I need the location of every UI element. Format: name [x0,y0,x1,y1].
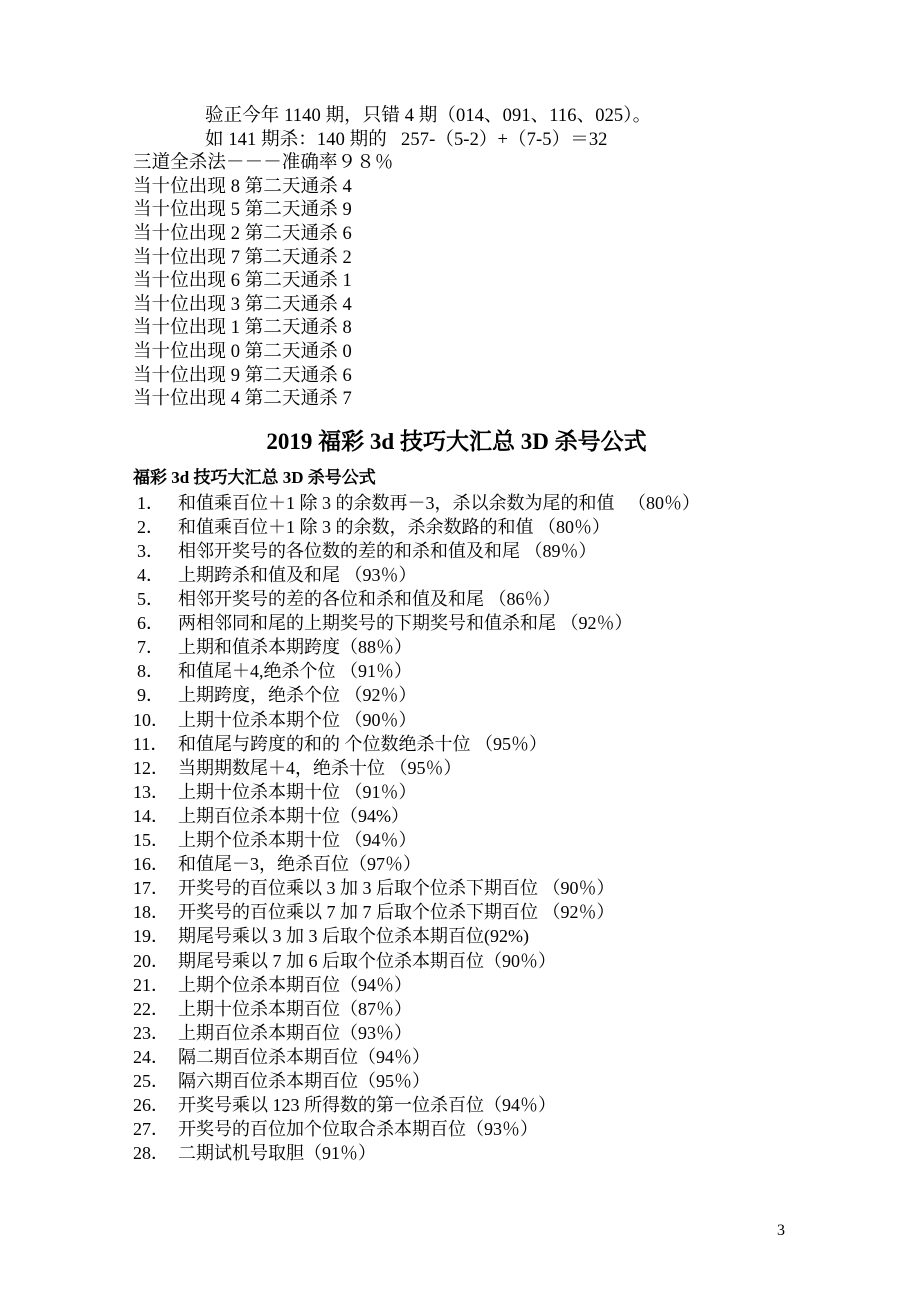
list-item-text: 和值尾与跨度的和的 个位数绝杀十位 （95％） [178,733,547,754]
list-item [133,683,800,707]
tenth-digit-rule: 当十位出现 9 第二天通杀 6 [133,365,352,386]
page-number: 3 [777,1222,785,1239]
list-item-text: 上期和值杀本期跨度（88％） [178,637,412,658]
list-item-text: 和值尾－3，绝杀百位（97％） [178,854,421,875]
list-item [133,1093,800,1117]
list-item-text: 两相邻同和尾的上期奖号的下期奖号和值杀和尾 （92％） [178,613,633,634]
list-item-text: 期尾号乘以 3 加 3 后取个位杀本期百位(92%) [178,926,529,947]
list-item-number: 12． [133,757,169,778]
list-item-number: 27． [133,1119,169,1140]
intro-block [133,105,800,152]
list-item-number: 8． [137,661,164,682]
tenth-digit-rule: 当十位出现 1 第二天通杀 8 [133,318,352,339]
list-item-number: 5． [137,589,164,610]
list-item-text: 开奖号的百位乘以 7 加 7 后取个位杀下期百位 （92％） [178,902,615,923]
list-item-number: 28． [133,1143,169,1164]
list-item-number: 26． [133,1095,169,1116]
list-item-number: 19． [133,926,169,947]
list-item-number: 4． [137,565,164,585]
list-item-number: 1． [137,492,164,513]
list-item-text: 和值乘百位＋1 除 3 的余数再－3，杀以余数为尾的和值 （80％） [178,492,700,513]
list-item-text: 上期十位杀本期百位（87％） [178,998,412,1019]
page-title: 2019 福彩 3d 技巧大汇总 3D 杀号公式 [266,428,647,454]
list-item-number: 18． [133,902,169,923]
formula-list [133,491,800,1166]
list-item-text: 开奖号的百位加个位取合杀本期百位（93％） [178,1119,538,1140]
list-item [133,780,800,804]
list-item-number: 2． [137,516,164,537]
list-item [133,635,800,659]
list-item-number: 9． [137,685,164,706]
list-item [133,659,800,683]
list-item-text: 开奖号的百位乘以 3 加 3 后取个位杀下期百位 （90％） [178,878,615,899]
list-item-number: 22． [133,998,169,1019]
list-item-number: 15． [133,830,169,851]
list-item [133,924,800,948]
list-item [133,973,800,997]
section-subtitle: 福彩 3d 技巧大汇总 3D 杀号公式 [133,467,376,487]
intro-line-2: 如 141 期杀：140 期的 257-（5-2）+（7-5）＝32 [205,129,608,150]
list-item [133,1141,800,1165]
list-item-text: 隔六期百位杀本期百位（95％） [178,1070,430,1091]
list-item-text: 二期试机号取胆（91％） [178,1143,376,1164]
tenth-digit-rule: 当十位出现 8 第二天通杀 4 [133,176,352,197]
list-item [133,828,800,852]
list-item [133,900,800,924]
tenth-digit-rule: 当十位出现 6 第二天通杀 1 [133,271,352,292]
list-item-text: 和值乘百位＋1 除 3 的余数，杀余数路的和值 （80％） [178,516,610,537]
intro-line-1: 验正今年 1140 期，只错 4 期（014、091、116、025）。 [205,106,652,126]
list-item [133,563,800,587]
list-item-number: 7． [137,637,164,658]
tenth-digit-rule: 当十位出现 2 第二天通杀 6 [133,223,352,244]
list-item-text: 上期十位杀本期个位 （90％） [178,709,417,730]
list-item-number: 20． [133,950,169,971]
list-item-text: 和值尾＋4,绝杀个位 （91％） [178,661,412,682]
tenth-digit-rule: 当十位出现 3 第二天通杀 4 [133,294,352,315]
list-item-number: 13． [133,781,169,802]
list-item-text: 期尾号乘以 7 加 6 后取个位杀本期百位（90％） [178,950,556,971]
list-item [133,539,800,563]
list-item [133,587,800,611]
list-item-text: 相邻开奖号的差的各位和杀和值及和尾 （86％） [178,589,561,610]
list-item-text: 上期个位杀本期百位（94％） [178,974,412,995]
list-item-number: 25． [133,1070,169,1091]
list-item [133,804,800,828]
list-item-text: 隔二期百位杀本期百位（94％） [178,1046,430,1067]
method-line: 三道全杀法－－－准确率９８％ [133,153,394,174]
list-item-number: 21． [133,974,169,995]
list-item-number: 24． [133,1046,169,1067]
tenth-digit-rule: 当十位出现 5 第二天通杀 9 [133,200,352,221]
list-item [133,997,800,1021]
list-item-text: 上期十位杀本期十位 （91％） [178,781,417,802]
list-item-text: 相邻开奖号的各位数的差的和杀和值及和尾 （89％） [178,540,597,561]
list-item-text: 上期跨度，绝杀个位 （92％） [178,685,417,706]
list-item-number: 6． [137,613,164,634]
list-item-text: 上期个位杀本期十位 （94％） [178,830,417,851]
list-item [133,491,800,515]
list-item [133,1117,800,1141]
list-item [133,515,800,539]
list-item-number: 23． [133,1022,169,1043]
list-item-number: 11． [133,733,169,754]
list-item-number: 17． [133,878,169,899]
tenth-digit-rule: 当十位出现 7 第二天通杀 2 [133,247,352,268]
list-item-text: 开奖号乘以 123 所得数的第一位杀百位（94％） [178,1095,556,1116]
list-item [133,949,800,973]
list-item-number: 16． [133,854,169,875]
list-item-number: 3． [137,540,164,561]
list-item [133,1021,800,1045]
list-item-number: 10． [133,709,169,730]
list-item-text: 上期百位杀本期百位（93％） [178,1022,412,1043]
tenth-digit-rule-list [133,176,800,412]
list-item [133,756,800,780]
tenth-digit-rule: 当十位出现 0 第二天通杀 0 [133,341,352,362]
list-item-number: 14． [133,805,169,826]
list-item [133,708,800,732]
list-item-text: 当期期数尾＋4，绝杀十位 （95％） [178,757,462,778]
list-item-text: 上期跨杀和值及和尾 （93％） [178,565,417,585]
list-item [133,1069,800,1093]
tenth-digit-rule: 当十位出现 4 第二天通杀 7 [133,389,352,410]
list-item [133,611,800,635]
list-item [133,1045,800,1069]
list-item [133,876,800,900]
list-item-text: 上期百位杀本期十位（94%） [178,805,409,826]
list-item [133,852,800,876]
list-item [133,732,800,756]
